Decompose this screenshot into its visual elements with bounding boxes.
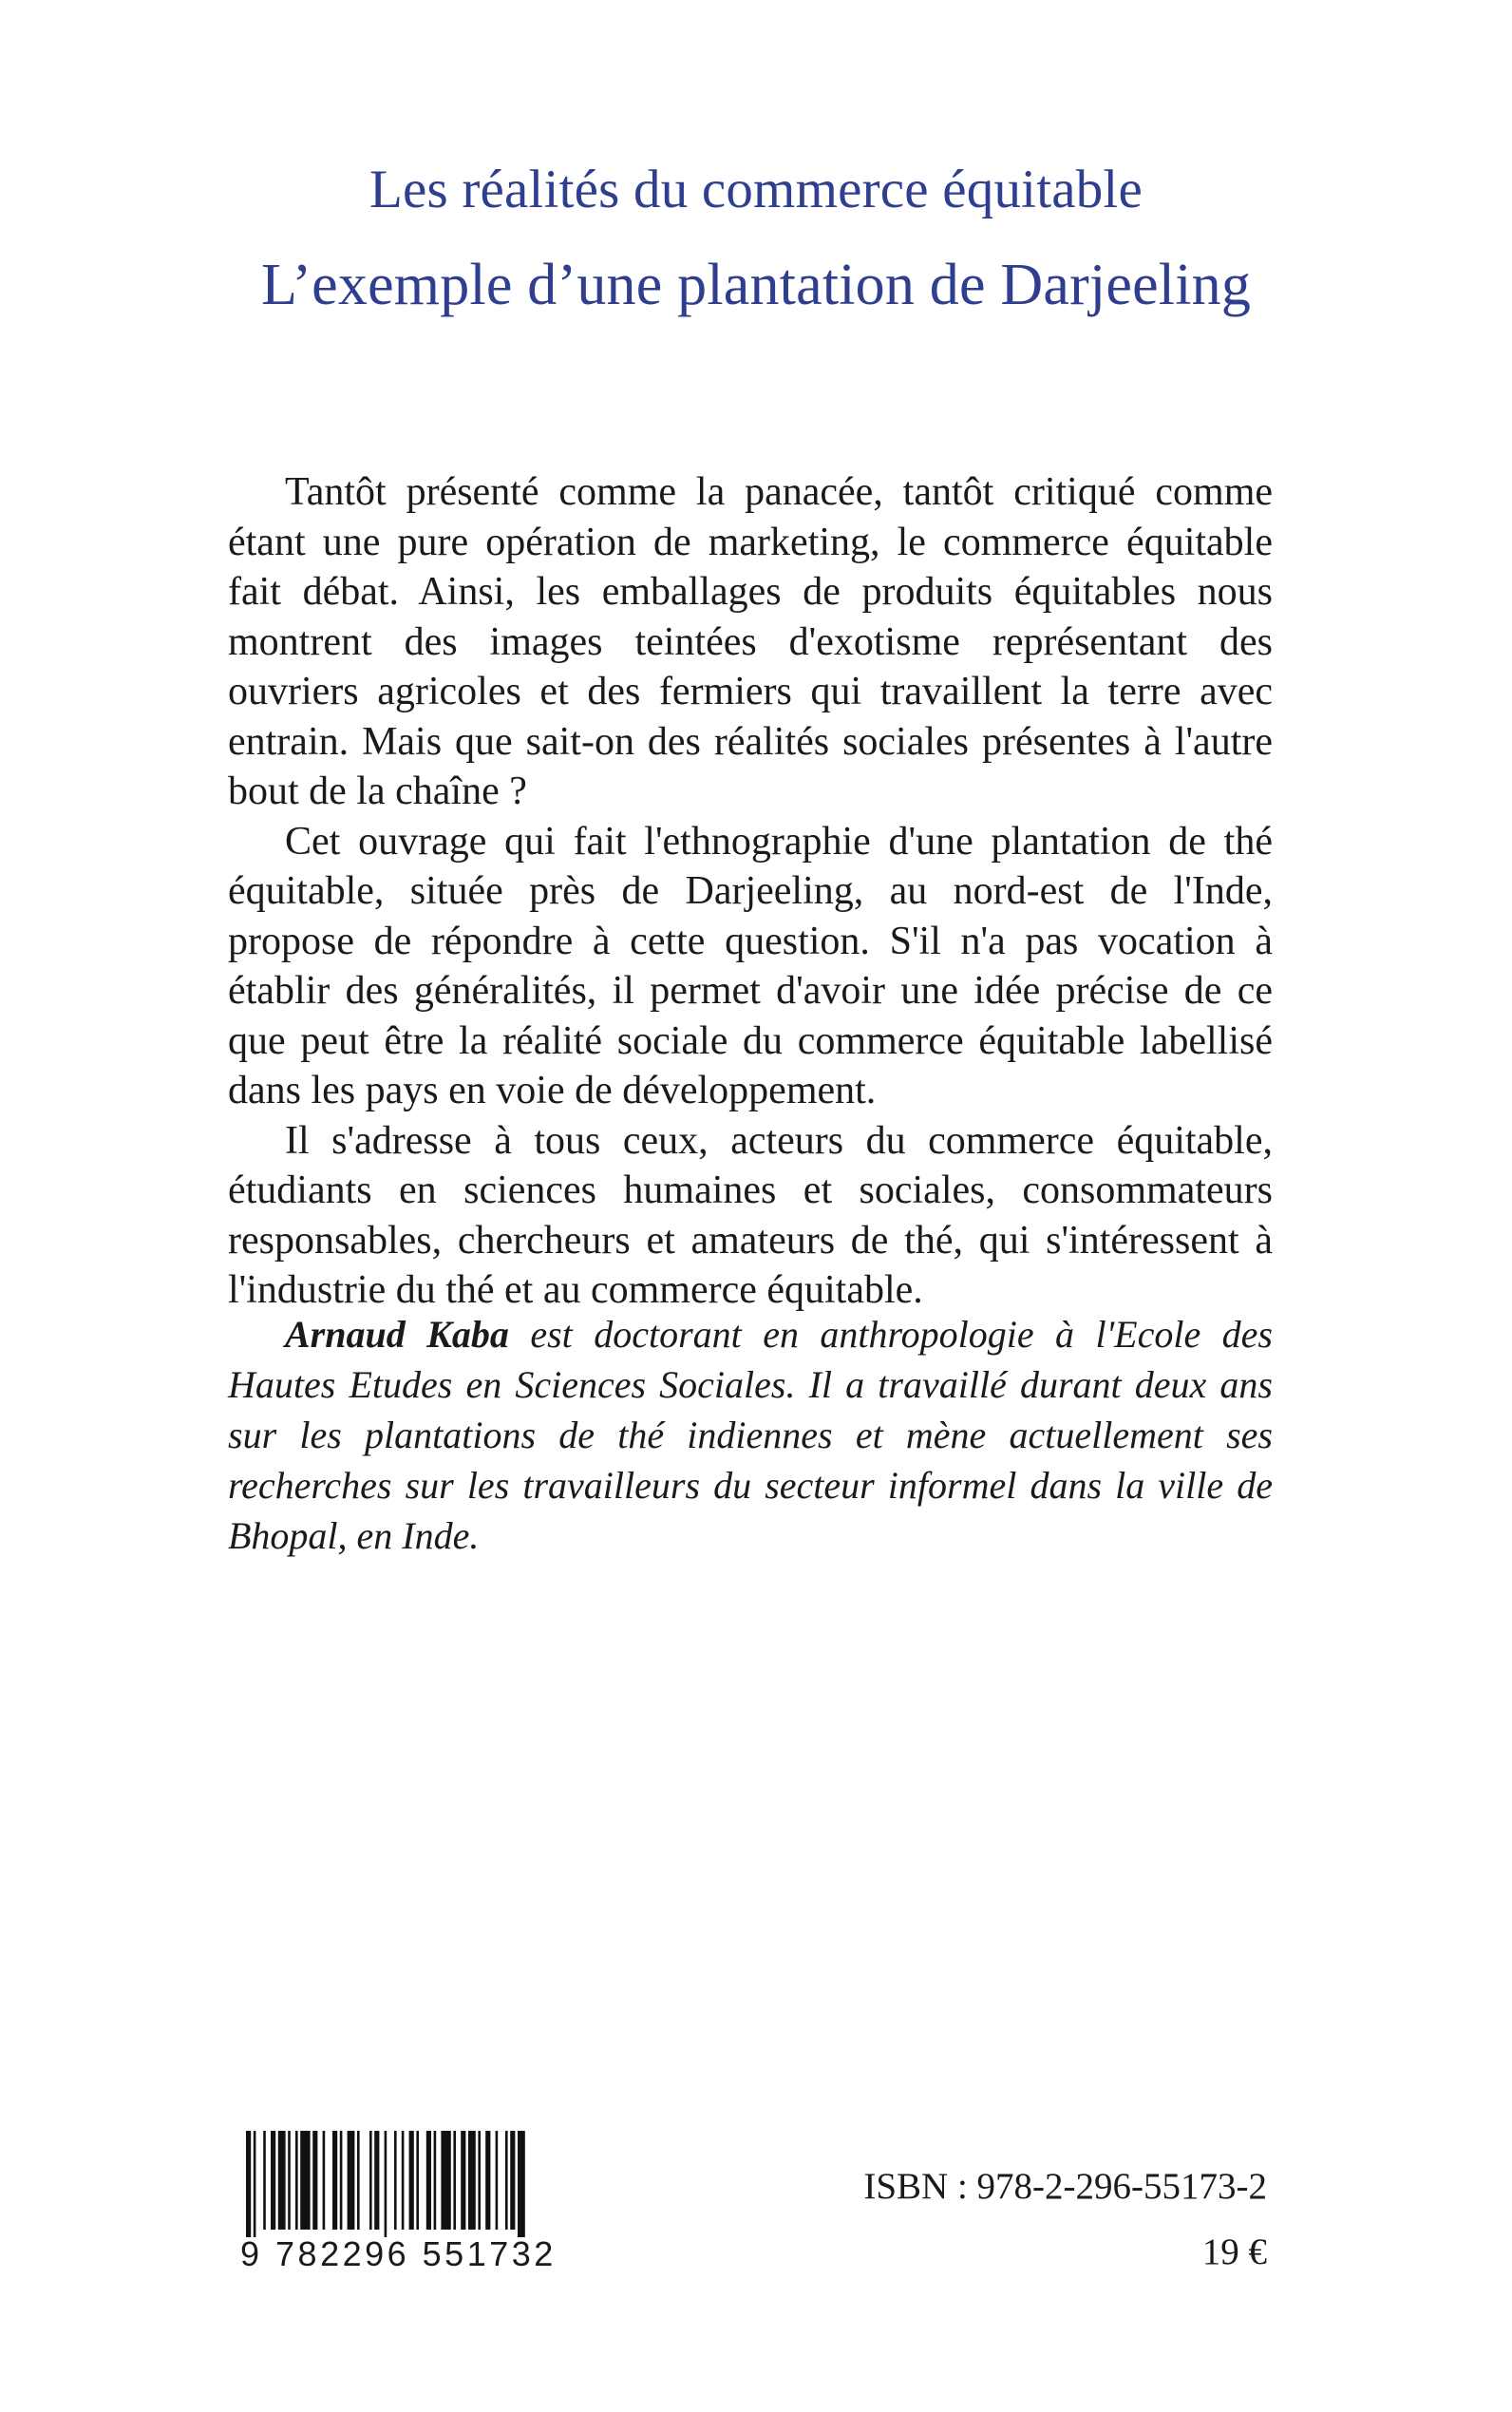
barcode-bar (271, 2131, 275, 2230)
barcode-bar (357, 2131, 360, 2230)
barcode-bar (441, 2131, 450, 2230)
barcode (240, 2131, 575, 2273)
author-bio (228, 1309, 1273, 1561)
barcode-bar (496, 2131, 499, 2230)
barcode-digits: 9 782296 551732 (240, 2234, 557, 2273)
barcode-bar (374, 2131, 379, 2230)
barcode-bar (461, 2131, 465, 2230)
barcode-bar (278, 2131, 286, 2230)
barcode-bar (478, 2131, 481, 2230)
barcode-bar (332, 2131, 337, 2230)
barcode-bar (348, 2131, 355, 2230)
barcode-bar (295, 2131, 298, 2230)
barcode-bar (434, 2131, 437, 2230)
author-bio-text: est doctorant en anthropologie à l'Ecole des Hautes Etudes en Sciences Sociales. Il a travaillé durant deux ans sur les plantations de thé indiennes et mène actuellement ses recherches sur les travailleurs du secteur informel dans la ville de Bhopal, en Inde. (228, 1313, 1273, 1557)
barcode-bar (263, 2131, 266, 2230)
barcode-bar (518, 2131, 525, 2237)
book-title: Les réalités du commerce équitable (369, 160, 1143, 219)
author-name: Arnaud Kaba (285, 1313, 509, 1356)
barcode-bar (426, 2131, 431, 2230)
book-subtitle: L’exemple d’une plantation de Darjeeling (260, 253, 1252, 317)
barcode-bar (246, 2131, 251, 2237)
blurb-paragraph-1: Tantôt présenté comme la panacée, tantôt critiqué comme étant une pure opération de marketing, le commerce équitable fait débat. Ainsi, les emballages de produits équitables nous montrent des images teintées d'exotisme représentant des ouvriers agricoles et des fermiers qui travaillent la terre avec entrain. Mais que sait-on des réalités sociales présentes à l'autre bout de la chaîne ? (228, 470, 1273, 813)
blurb-paragraph-2: Cet ouvrage qui fait l'ethnographie d'une plantation de thé équitable, située près de Darjeeling, au nord-est de l'Inde, propose de répondre à cette question. S'il n'a pas vocation à établir des généralités, il permet d'avoir une idée précise de ce que peut être la réalité sociale du commerce équitable labellisé dans les pays en voie de développement. (228, 819, 1273, 1112)
barcode-bar (288, 2131, 291, 2230)
barcode-bar (409, 2131, 414, 2230)
barcode-bar (340, 2131, 343, 2230)
isbn: ISBN : 978-2-296-55173-2 (863, 2166, 1267, 2207)
barcode-bar (453, 2131, 456, 2230)
barcode-bar (468, 2131, 476, 2230)
barcode-bar (510, 2131, 515, 2230)
barcode-bar (312, 2131, 317, 2230)
barcode-bars (240, 2131, 575, 2240)
price: 19 € (1201, 2232, 1267, 2272)
barcode-bar (505, 2131, 508, 2230)
barcode-bar (300, 2131, 310, 2230)
blurb-paragraph-3: Il s'adresse à tous ceux, acteurs du commerce équitable, étudiants en sciences humaines et sociales, consommateurs responsables, chercheurs et amateurs de thé, qui s'intéressent à l'industrie du thé et au commerce équitable. (228, 1118, 1273, 1312)
barcode-bar (485, 2131, 490, 2230)
barcode-bar (394, 2131, 397, 2230)
barcode-bar (254, 2131, 256, 2237)
barcode-bar (323, 2131, 326, 2230)
barcode-bar (402, 2131, 405, 2230)
barcode-bar (385, 2131, 387, 2237)
barcode-bar (369, 2131, 372, 2230)
barcode-bar (416, 2131, 419, 2230)
blurb (228, 467, 1273, 1316)
title-block (0, 142, 1512, 332)
author-bio-paragraph (228, 1309, 1273, 1561)
